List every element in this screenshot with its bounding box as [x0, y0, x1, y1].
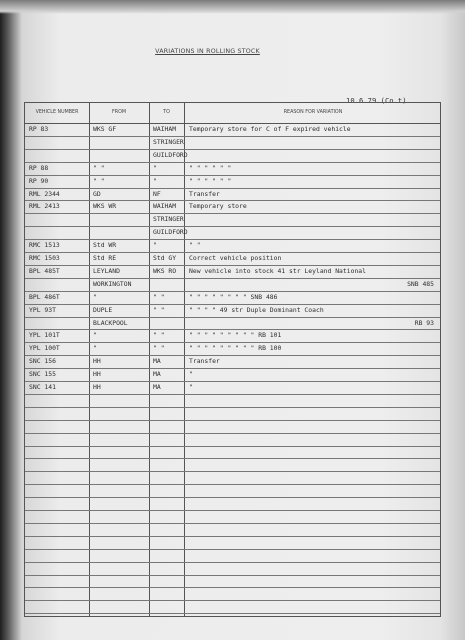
cell-to: STRINGER: [153, 137, 184, 146]
cell-reason: ": [189, 383, 193, 391]
cell-vehicle: RMC 1513: [29, 241, 60, 250]
cell-to: STRINGER: [153, 215, 184, 224]
header-to: TO: [163, 110, 170, 115]
row-rule: [25, 188, 440, 189]
row-rule: [25, 613, 440, 614]
cell-to: Std GY: [153, 254, 177, 262]
cell-to: GUILDFORD: [153, 228, 188, 237]
row-rule: [25, 497, 440, 498]
scan-shadow: [0, 0, 465, 14]
row-rule: [25, 342, 440, 343]
cell-reason: Temporary store for C of F expired vehicle: [189, 125, 351, 133]
row-rule: [25, 252, 440, 253]
row-rule: [25, 549, 440, 550]
column-divider: [89, 103, 90, 616]
cell-from: DUPLE: [93, 305, 113, 314]
header-reason: REASON FOR VARIATION: [283, 110, 343, 115]
cell-vehicle: BPL 485T: [29, 266, 60, 275]
cell-to: MA: [153, 370, 161, 379]
cell-reason: Temporary store: [189, 202, 247, 211]
cell-from: ": [93, 331, 97, 340]
row-rule: [25, 226, 440, 227]
row-rule: [25, 510, 440, 511]
cell-from: HH: [93, 357, 101, 366]
row-rule: [25, 162, 440, 163]
cell-to: " ": [153, 305, 165, 314]
row-rule: [25, 213, 440, 214]
cell-from: " ": [93, 163, 105, 172]
cell-vehicle: SNC 155: [29, 370, 56, 379]
column-divider: [149, 103, 150, 616]
cell-vehicle: YPL 93T: [29, 305, 56, 314]
cell-reason: Transfer: [189, 189, 220, 198]
cell-from: " ": [93, 176, 105, 185]
cell-reason: Transfer: [189, 357, 220, 366]
cell-to: WAIHAM: [153, 202, 177, 211]
cell-vehicle: BPL 486T: [29, 292, 60, 301]
row-rule: [25, 433, 440, 434]
column-divider: [184, 103, 185, 616]
row-rule: [25, 458, 440, 459]
cell-vehicle: RP 83: [29, 125, 49, 133]
cell-to: WKS RO: [153, 266, 177, 275]
cell-vehicle: RMC 1503: [29, 254, 60, 262]
header-from: FROM: [111, 110, 126, 115]
cell-from: Std RE: [93, 254, 117, 262]
cell-from: WKS GF: [93, 125, 117, 133]
cell-vehicle: YPL 101T: [29, 331, 60, 340]
header-rule: [25, 123, 440, 124]
cell-from: WKS WR: [93, 202, 117, 211]
cell-to: GUILDFORD: [153, 150, 188, 159]
cell-from: ": [93, 292, 97, 301]
row-rule: [25, 329, 440, 330]
cell-reason: RB 93: [414, 318, 434, 327]
cell-reason: " " " " " " " " " RB 101: [189, 331, 282, 340]
cell-vehicle: RML 2344: [29, 189, 60, 198]
cell-from: Std WR: [93, 241, 117, 250]
cell-reason: " " " " " ": [189, 176, 232, 185]
rolling-stock-table: [24, 102, 441, 617]
row-rule: [25, 265, 440, 266]
cell-from: GD: [93, 189, 101, 198]
cell-reason: Correct vehicle position: [189, 254, 282, 262]
row-rule: [25, 484, 440, 485]
cell-from: LEYLAND: [93, 266, 120, 275]
row-rule: [25, 600, 440, 601]
row-rule: [25, 523, 440, 524]
cell-to: WAIHAM: [153, 125, 177, 133]
cell-to: " ": [153, 344, 165, 353]
cell-reason: " " " " " " " " " RB 100: [189, 344, 282, 353]
cell-to: ": [153, 163, 157, 172]
row-rule: [25, 562, 440, 563]
row-rule: [25, 446, 440, 447]
row-rule: [25, 239, 440, 240]
cell-vehicle: YPL 100T: [29, 344, 60, 353]
row-rule: [25, 536, 440, 537]
cell-to: MA: [153, 357, 161, 366]
cell-from: HH: [93, 383, 101, 391]
row-rule: [25, 317, 440, 318]
cell-vehicle: SNC 141: [29, 383, 56, 391]
row-rule: [25, 471, 440, 472]
row-rule: [25, 368, 440, 369]
row-rule: [25, 420, 440, 421]
row-rule: [25, 587, 440, 588]
cell-to: NF: [153, 189, 161, 198]
cell-reason: New vehicle into stock 41 str Leyland National: [189, 266, 366, 275]
cell-reason: " " " " " " " " SNB 486: [189, 292, 278, 301]
page-title: VARIATIONS IN ROLLING STOCK: [155, 48, 260, 55]
cell-from: WORKINGTON: [93, 279, 132, 288]
row-rule: [25, 175, 440, 176]
row-rule: [25, 149, 440, 150]
row-rule: [25, 136, 440, 137]
cell-reason: ": [189, 370, 193, 379]
date-stamp: 10.6.79 (Co.t): [346, 96, 407, 105]
row-rule: [25, 407, 440, 408]
cell-vehicle: RML 2413: [29, 202, 60, 211]
row-rule: [25, 278, 440, 279]
cell-to: ": [153, 176, 157, 185]
cell-vehicle: RP 88: [29, 163, 49, 172]
cell-to: " ": [153, 331, 165, 340]
cell-from: HH: [93, 370, 101, 379]
cell-to: ": [153, 241, 157, 250]
cell-from: ": [93, 344, 97, 353]
cell-vehicle: RP 90: [29, 176, 49, 185]
row-rule: [25, 394, 440, 395]
cell-to: " ": [153, 292, 165, 301]
cell-reason: SNB 485: [407, 279, 434, 288]
cell-from: BLACKPOOL: [93, 318, 128, 327]
header-vehicle-number: VEHICLE NUMBER: [35, 110, 79, 115]
cell-reason: " ": [189, 241, 201, 250]
row-rule: [25, 304, 440, 305]
cell-to: MA: [153, 383, 161, 391]
row-rule: [25, 200, 440, 201]
row-rule: [25, 575, 440, 576]
row-rule: [25, 291, 440, 292]
cell-reason: " " " " 49 str Duple Dominant Coach: [189, 305, 324, 314]
cell-reason: " " " " " ": [189, 163, 232, 172]
cell-vehicle: SNC 156: [29, 357, 56, 366]
row-rule: [25, 355, 440, 356]
row-rule: [25, 381, 440, 382]
